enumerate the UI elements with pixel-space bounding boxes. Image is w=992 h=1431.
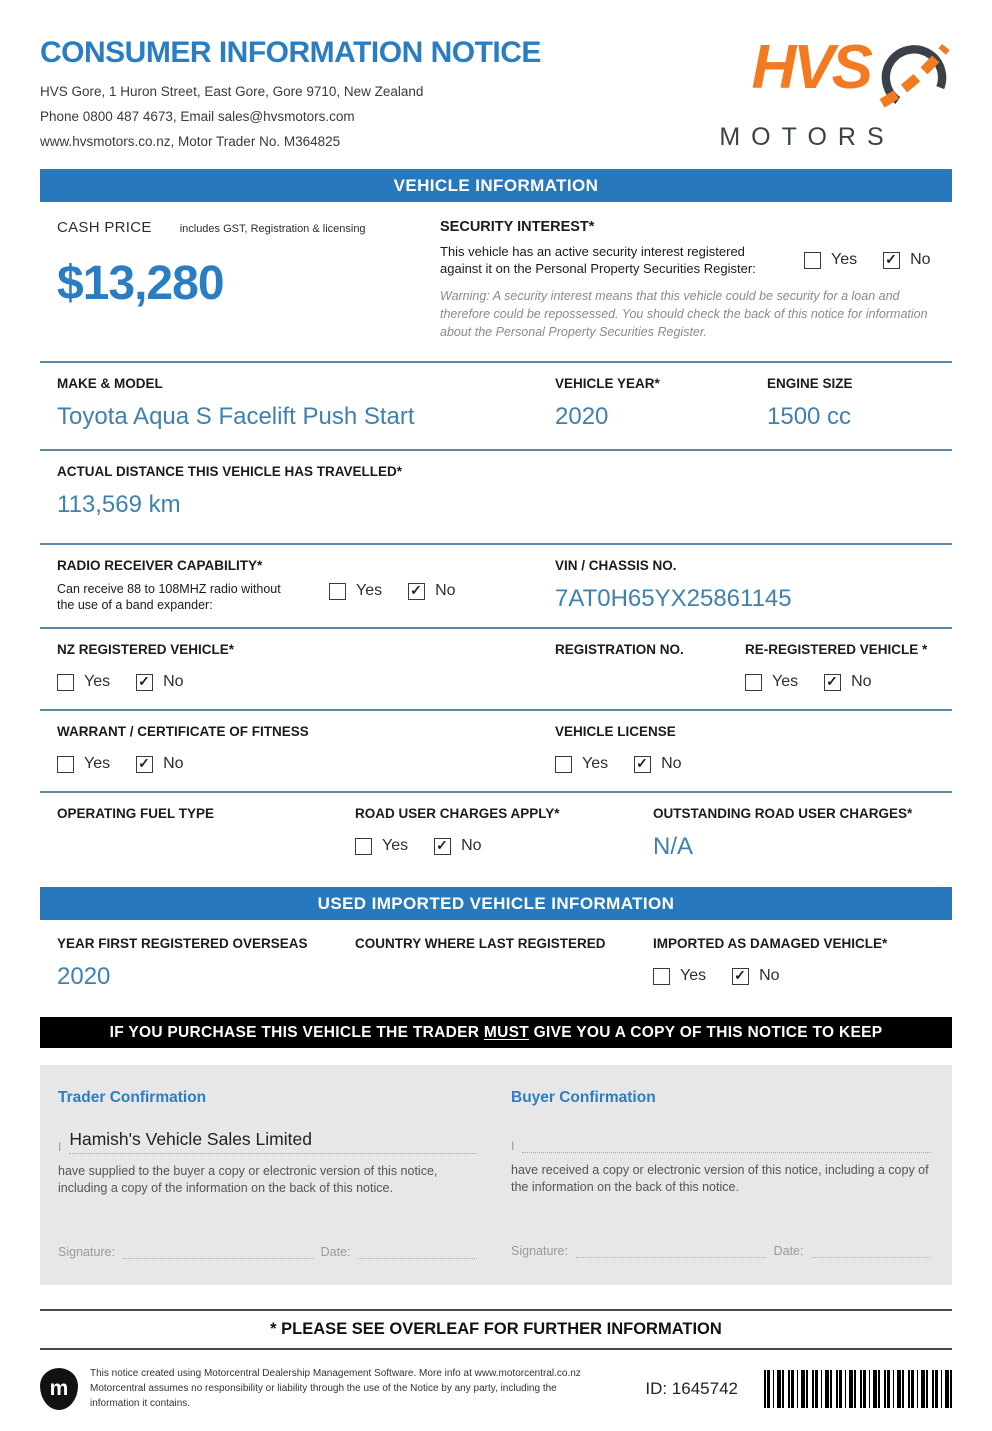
radio-capability-checkboxes xyxy=(329,582,555,600)
buyer-signature-label: Signature: xyxy=(511,1244,568,1258)
fuel-type-field xyxy=(57,806,355,861)
confirmation-box xyxy=(40,1065,952,1285)
ruc-apply-no-label: No xyxy=(461,837,482,854)
logo-motors-text: MOTORS xyxy=(719,123,895,151)
trader-date-label: Date: xyxy=(320,1245,351,1259)
radio-capability-label: RADIO RECEIVER CAPABILITY* xyxy=(57,558,263,573)
section-used-imported-title: USED IMPORTED VEHICLE INFORMATION xyxy=(317,893,675,913)
section-vehicle-information xyxy=(40,169,952,202)
footer-line1: This notice created using Motorcentral Dealership Management Software. More info at www.motorcentral.co.nz xyxy=(90,1368,581,1379)
cash-price-note: includes GST, Registration & licensing xyxy=(179,223,366,235)
re-registered-yes-checkbox[interactable] xyxy=(745,674,762,691)
buyer-date-field[interactable] xyxy=(811,1242,930,1258)
header xyxy=(40,33,952,159)
engine-size-field xyxy=(767,376,952,431)
logo-road-icon xyxy=(876,38,952,119)
trader-date-field[interactable] xyxy=(358,1243,477,1259)
country-last-label: COUNTRY WHERE LAST REGISTERED xyxy=(355,936,606,951)
footer-disclaimer xyxy=(90,1366,595,1411)
warrant-yes-checkbox[interactable] xyxy=(57,756,74,773)
vehicle-year-value: 2020 xyxy=(555,403,609,430)
distance-row xyxy=(40,451,952,543)
re-registered-checkboxes xyxy=(745,673,952,691)
warrant-checkboxes xyxy=(57,755,555,773)
ruc-apply-no-checkbox[interactable] xyxy=(434,838,451,855)
ruc-apply-label: ROAD USER CHARGES APPLY* xyxy=(355,806,560,821)
buyer-pronoun: I xyxy=(511,1139,515,1153)
security-no-checkbox[interactable] xyxy=(883,252,900,269)
warrant-license-row xyxy=(40,711,952,791)
security-interest-desc: This vehicle has an active security interest registered against it on the Personal Property Securities Register: xyxy=(440,244,756,276)
vin-label: VIN / CHASSIS NO. xyxy=(555,558,677,573)
security-yes-label: Yes xyxy=(831,251,858,268)
vehicle-year-field xyxy=(555,376,767,431)
security-interest-warning: Warning: A security interest means that this vehicle could be security for a loan and therefore could be repossessed. You should check the back of this notice for information about the Personal Property Securities Register. xyxy=(440,289,928,339)
overleaf-note: * PLEASE SEE OVERLEAF FOR FURTHER INFORMATION xyxy=(40,1309,952,1350)
vehicle-license-field xyxy=(555,724,952,773)
nz-registered-label: NZ REGISTERED VEHICLE* xyxy=(57,642,235,657)
radio-no-checkbox[interactable] xyxy=(408,583,425,600)
nz-registered-row xyxy=(40,629,952,709)
re-registered-label: RE-REGISTERED VEHICLE * xyxy=(745,642,928,657)
ruc-apply-field xyxy=(355,806,653,861)
ruc-apply-checkboxes xyxy=(355,837,653,855)
radio-vin-row xyxy=(40,545,952,627)
section-used-imported xyxy=(40,887,952,920)
trader-confirmation-body: have supplied to the buyer a copy or electronic version of this notice, including a copy of the information on the back of this notice. xyxy=(58,1164,438,1195)
notice-id: ID: 1645742 xyxy=(645,1378,738,1398)
hvs-motors-logo xyxy=(652,33,952,152)
vehicle-license-checkboxes xyxy=(555,755,952,773)
footer xyxy=(40,1366,952,1411)
re-registered-field xyxy=(745,642,952,691)
imported-damaged-checkboxes xyxy=(653,967,952,985)
nz-registered-yes-label: Yes xyxy=(84,673,111,690)
security-yes-checkbox[interactable] xyxy=(804,252,821,269)
make-model-value: Toyota Aqua S Facelift Push Start xyxy=(57,403,415,430)
ruc-outstanding-value: N/A xyxy=(653,833,694,860)
warrant-no-label: No xyxy=(163,755,184,772)
warrant-label: WARRANT / CERTIFICATE OF FITNESS xyxy=(57,724,309,739)
motorcentral-logo-icon: m xyxy=(40,1368,78,1410)
vin-field xyxy=(555,558,952,613)
registration-no-field xyxy=(555,642,745,691)
distance-label: ACTUAL DISTANCE THIS VEHICLE HAS TRAVELLED* xyxy=(57,464,403,479)
vin-value: 7AT0H65YX25861145 xyxy=(555,585,792,612)
vehicle-license-label: VEHICLE LICENSE xyxy=(555,724,676,739)
radio-capability-desc: Can receive 88 to 108MHZ radio without the use of a band expander: xyxy=(57,582,281,612)
distance-value: 113,569 km xyxy=(57,491,181,518)
country-last-field xyxy=(355,936,653,991)
vehicle-license-no-checkbox[interactable] xyxy=(634,756,651,773)
re-registered-no-checkbox[interactable] xyxy=(824,674,841,691)
engine-size-label: ENGINE SIZE xyxy=(767,376,853,391)
page-title: CONSUMER INFORMATION NOTICE xyxy=(40,36,541,69)
re-registered-no-label: No xyxy=(851,673,872,690)
trader-signature-label: Signature: xyxy=(58,1245,115,1259)
header-text xyxy=(40,36,541,159)
logo-hvs-text: HVS xyxy=(751,33,870,102)
warrant-yes-label: Yes xyxy=(84,755,111,772)
trader-signature-field[interactable] xyxy=(123,1243,313,1259)
must-keep-banner xyxy=(40,1017,952,1048)
re-registered-yes-label: Yes xyxy=(772,673,799,690)
fuel-type-label: OPERATING FUEL TYPE xyxy=(57,806,215,821)
ruc-outstanding-label: OUTSTANDING ROAD USER CHARGES* xyxy=(653,806,913,821)
imported-damaged-field xyxy=(653,936,952,991)
buyer-name-field[interactable] xyxy=(522,1129,930,1153)
section-vehicle-information-title: VEHICLE INFORMATION xyxy=(393,175,599,195)
footer-line2: Motorcentral assumes no responsibility or liability through the use of the Notice by any party, including the information it contains. xyxy=(90,1383,557,1409)
radio-yes-label: Yes xyxy=(356,582,383,599)
nz-registered-yes-checkbox[interactable] xyxy=(57,674,74,691)
imported-row xyxy=(40,920,952,1017)
radio-no-label: No xyxy=(435,582,456,599)
buyer-signature-field[interactable] xyxy=(576,1242,766,1258)
year-first-overseas-field xyxy=(57,936,355,991)
make-model-field xyxy=(57,376,555,431)
warrant-no-checkbox[interactable] xyxy=(136,756,153,773)
dealer-address: HVS Gore, 1 Huron Street, East Gore, Gore 9710, New Zealand xyxy=(40,84,424,99)
trader-pronoun: I xyxy=(58,1140,62,1154)
cash-price-label: CASH PRICE xyxy=(57,219,152,236)
engine-size-value: 1500 cc xyxy=(767,403,852,430)
vehicle-license-yes-label: Yes xyxy=(582,755,609,772)
nz-registered-no-label: No xyxy=(163,673,184,690)
dealer-web: www.hvsmotors.co.nz, Motor Trader No. M364825 xyxy=(40,134,341,149)
trader-confirmation xyxy=(58,1089,477,1259)
price-security-row xyxy=(40,202,952,361)
radio-capability-field xyxy=(57,558,329,613)
buyer-confirmation-body: have received a copy or electronic version of this notice, including a copy of the information on the back of this notice. xyxy=(511,1163,929,1194)
must-keep-text: IF YOU PURCHASE THIS VEHICLE THE TRADER MUST GIVE YOU A COPY OF THIS NOTICE TO KEEP xyxy=(109,1023,883,1041)
registration-no-label: REGISTRATION NO. xyxy=(555,642,684,657)
cash-price-value: $13,280 xyxy=(57,257,224,310)
year-first-overseas-value: 2020 xyxy=(57,963,111,990)
trader-confirmation-title: Trader Confirmation xyxy=(58,1089,207,1106)
nz-registered-no-checkbox[interactable] xyxy=(136,674,153,691)
vehicle-license-yes-checkbox[interactable] xyxy=(555,756,572,773)
ruc-apply-yes-label: Yes xyxy=(382,837,409,854)
security-interest-checkboxes xyxy=(804,251,947,269)
ruc-apply-yes-checkbox[interactable] xyxy=(355,838,372,855)
must-word: MUST xyxy=(483,1023,530,1041)
imported-damaged-no-label: No xyxy=(759,967,780,984)
buyer-confirmation xyxy=(511,1089,930,1259)
imported-damaged-no-checkbox[interactable] xyxy=(732,968,749,985)
make-model-row xyxy=(40,363,952,449)
trader-name-field[interactable]: Hamish's Vehicle Sales Limited xyxy=(69,1129,477,1154)
radio-yes-checkbox[interactable] xyxy=(329,583,346,600)
buyer-confirmation-title: Buyer Confirmation xyxy=(511,1089,656,1106)
vehicle-license-no-label: No xyxy=(661,755,682,772)
make-model-label: MAKE & MODEL xyxy=(57,376,163,391)
vehicle-year-label: VEHICLE YEAR* xyxy=(555,376,660,391)
dealer-contact: Phone 0800 487 4673, Email sales@hvsmotors.com xyxy=(40,109,355,124)
imported-damaged-label: IMPORTED AS DAMAGED VEHICLE* xyxy=(653,936,888,951)
security-interest-block xyxy=(440,219,952,341)
ruc-outstanding-field xyxy=(653,806,952,861)
security-no-label: No xyxy=(910,251,931,268)
fuel-ruc-row xyxy=(40,793,952,873)
security-interest-label: SECURITY INTEREST* xyxy=(440,219,595,235)
buyer-date-label: Date: xyxy=(773,1244,804,1258)
cash-price-block xyxy=(57,219,440,341)
nz-registered-field xyxy=(57,642,555,691)
nz-registered-checkboxes xyxy=(57,673,555,691)
warrant-field xyxy=(57,724,555,773)
imported-damaged-yes-checkbox[interactable] xyxy=(653,968,670,985)
year-first-overseas-label: YEAR FIRST REGISTERED OVERSEAS xyxy=(57,936,308,951)
imported-damaged-yes-label: Yes xyxy=(680,967,707,984)
